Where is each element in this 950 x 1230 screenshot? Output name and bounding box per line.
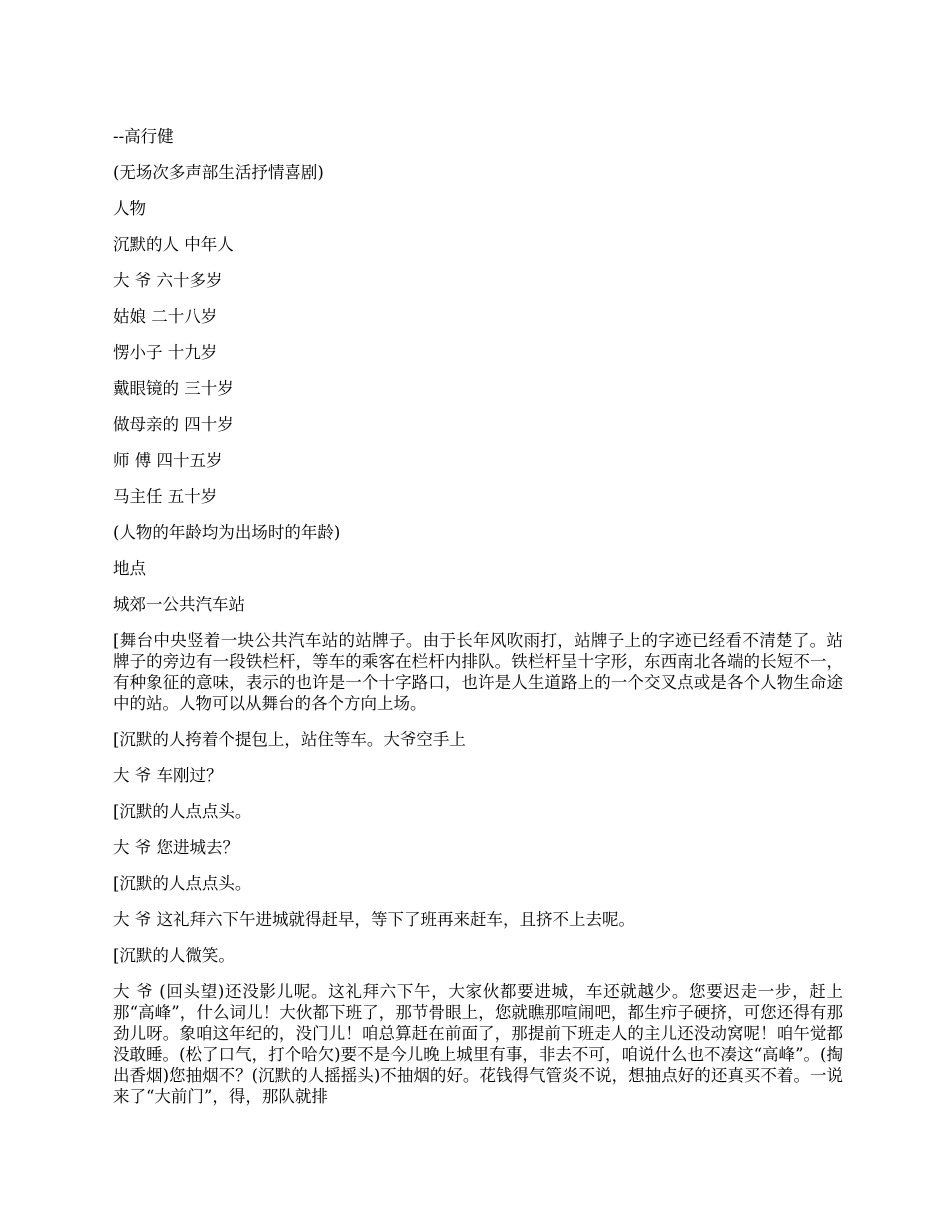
author-line: --高行健 <box>113 127 174 146</box>
characters-heading: 人物 <box>113 199 146 218</box>
dialogue-line: 大 爷 车刚过？ <box>113 766 223 785</box>
stage-direction: [沉默的人微笑。 <box>113 946 235 965</box>
location-text: 城郊一公共汽车站 <box>113 595 245 614</box>
character-grandpa: 大 爷 六十多岁 <box>113 271 223 290</box>
character-glasses-wearer: 戴眼镜的 三十岁 <box>113 379 234 398</box>
stage-direction: [沉默的人点点头。 <box>113 874 252 893</box>
stage-direction: [沉默的人挎着个提包上，站住等车。大爷空手上 <box>113 730 466 749</box>
character-master: 师 傅 四十五岁 <box>113 451 223 470</box>
dialogue-line: 大 爷 您进城去？ <box>113 838 239 857</box>
document-page <box>113 126 843 1122</box>
age-note: (人物的年龄均为出场时的年龄) <box>113 523 341 542</box>
dialogue-line: 大 爷 这礼拜六下午进城就得赶早，等下了班再来赶车，且挤不上去呢。 <box>113 910 635 929</box>
character-director-ma: 马主任 五十岁 <box>113 487 218 506</box>
genre-subtitle: (无场次多声部生活抒情喜剧) <box>113 163 324 182</box>
character-silent-man: 沉默的人 中年人 <box>113 235 234 254</box>
stage-direction: [沉默的人点点头。 <box>113 802 252 821</box>
stage-direction: [舞台中央竖着一块公共汽车站的站牌子。由于长年风吹雨打，站牌子上的字迹已经看不清楚了。站牌子的旁边有一段铁栏杆，等车的乘客在栏杆内排队。铁栏杆呈十字形，东西南北各端的长短不一，有种象征的意味，表示的也许是一个十字路口，也许是人生道路上的一个交叉点或是各个人物生命途中的站。人物可以从舞台的各个方向上场。 <box>113 631 843 713</box>
character-girl: 姑娘 二十八岁 <box>113 307 218 326</box>
character-mother: 做母亲的 四十岁 <box>113 415 234 434</box>
character-youngster: 愣小子 十九岁 <box>113 343 218 362</box>
location-heading: 地点 <box>113 559 146 578</box>
dialogue-line: 大 爷 (回头望)还没影儿呢。这礼拜六下午，大家伙都要进城，车还就越少。您要迟走一步，赶上那“高峰”，什么词儿！大伙都下班了，那节骨眼上，您就瞧那喧闹吧，都生疖子硬挤，可您还得有那劲儿呀。象咱这年纪的，没门儿！咱总算赶在前面了，那提前下班走人的主儿还没动窝呢！咱午觉都没敢睡。(松了口气，打个哈欠)要不是今儿晚上城里有事，非去不可，咱说什么也不凑这“高峰”。(掏出香烟)您抽烟不？(沉默的人摇摇头)不抽烟的好。花钱得气管炎不说，想抽点好的还真买不着。一说来了“大前门”，得，那队就排 <box>113 982 843 1106</box>
